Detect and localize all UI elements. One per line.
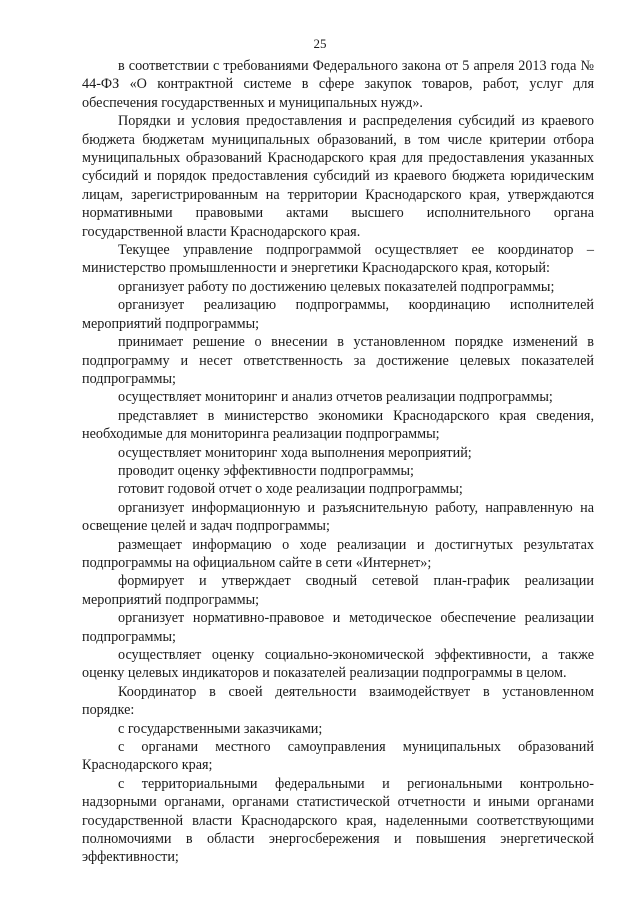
paragraph: представляет в министерство экономики Краснодарского края сведения, необходимые для мониторинга реализации подпрограммы; [82,407,594,443]
paragraph: организует информационную и разъяснительную работу, направленную на освещение целей и задач подпрограммы; [82,499,594,535]
paragraph: осуществляет мониторинг и анализ отчетов реализации подпрограммы; [118,389,553,406]
paragraph: организует реализацию подпрограммы, координацию исполнителей мероприятий подпрограммы; [82,297,594,332]
paragraph: организует работу по достижению целевых показателей подпрограммы; [118,278,555,295]
paragraph: с территориальными федеральными и региональными контрольно-надзорными органами, органами статистической отчетности и иными органами государственной власти Краснодарского края, наделенными соответствующими полномочиями в области энергосбережения и повышения энергетической эффективности; [82,775,594,866]
paragraph: принимает решение о внесении в установленном порядке изменений в подпрограмму и несет ответственность за достижение целевых показателей подпрограммы; [82,334,594,387]
paragraph: Порядки и условия предоставления и распределения субсидий из краевого бюджета бюджетам муниципальных образований, в том числе критерии отбора муниципальных образований Краснодарского края для предоставления указанных субсидий и порядок предоставления субсидий из краевого бюджета юридическим лицам, зарегистрированным на территории Краснодарского края, утверждаются нормативными правовыми актами высшего исполнительного органа государственной власти Краснодарского края. [82,113,594,240]
paragraph: осуществляет мониторинг хода выполнения мероприятий; [118,444,472,461]
paragraph: размещает информацию о ходе реализации и достигнутых результатах подпрограммы на официальном сайте в сети «Интернет»; [82,536,594,571]
document-body [82,57,594,867]
paragraph: в соответствии с требованиями Федерального закона от 5 апреля 2013 года № 44-ФЗ «О контрактной системе в сфере закупок товаров, работ, услуг для обеспечения государственных и муниципальных нужд». [82,58,594,111]
paragraph: с государственными заказчиками; [118,720,323,737]
paragraph: осуществляет оценку социально-экономической эффективности, а также оценку целевых индикаторов и показателей реализации подпрограммы в целом. [82,647,594,682]
page-number: 25 [313,36,327,51]
paragraph: проводит оценку эффективности подпрограммы; [118,462,414,479]
paragraph: с органами местного самоуправления муниципальных образований Краснодарского края; [82,739,594,774]
paragraph: организует нормативно-правовое и методическое обеспечение реализации подпрограммы; [82,610,594,645]
paragraph: формирует и утверждает сводный сетевой план-график реализации мероприятий подпрограммы; [82,573,594,608]
paragraph: Текущее управление подпрограммой осуществляет ее координатор – министерство промышленности и энергетики Краснодарского края, который: [82,242,594,277]
paragraph: готовит годовой отчет о ходе реализации подпрограммы; [118,481,463,498]
paragraph: Координатор в своей деятельности взаимодействует в установленном порядке: [82,683,594,719]
